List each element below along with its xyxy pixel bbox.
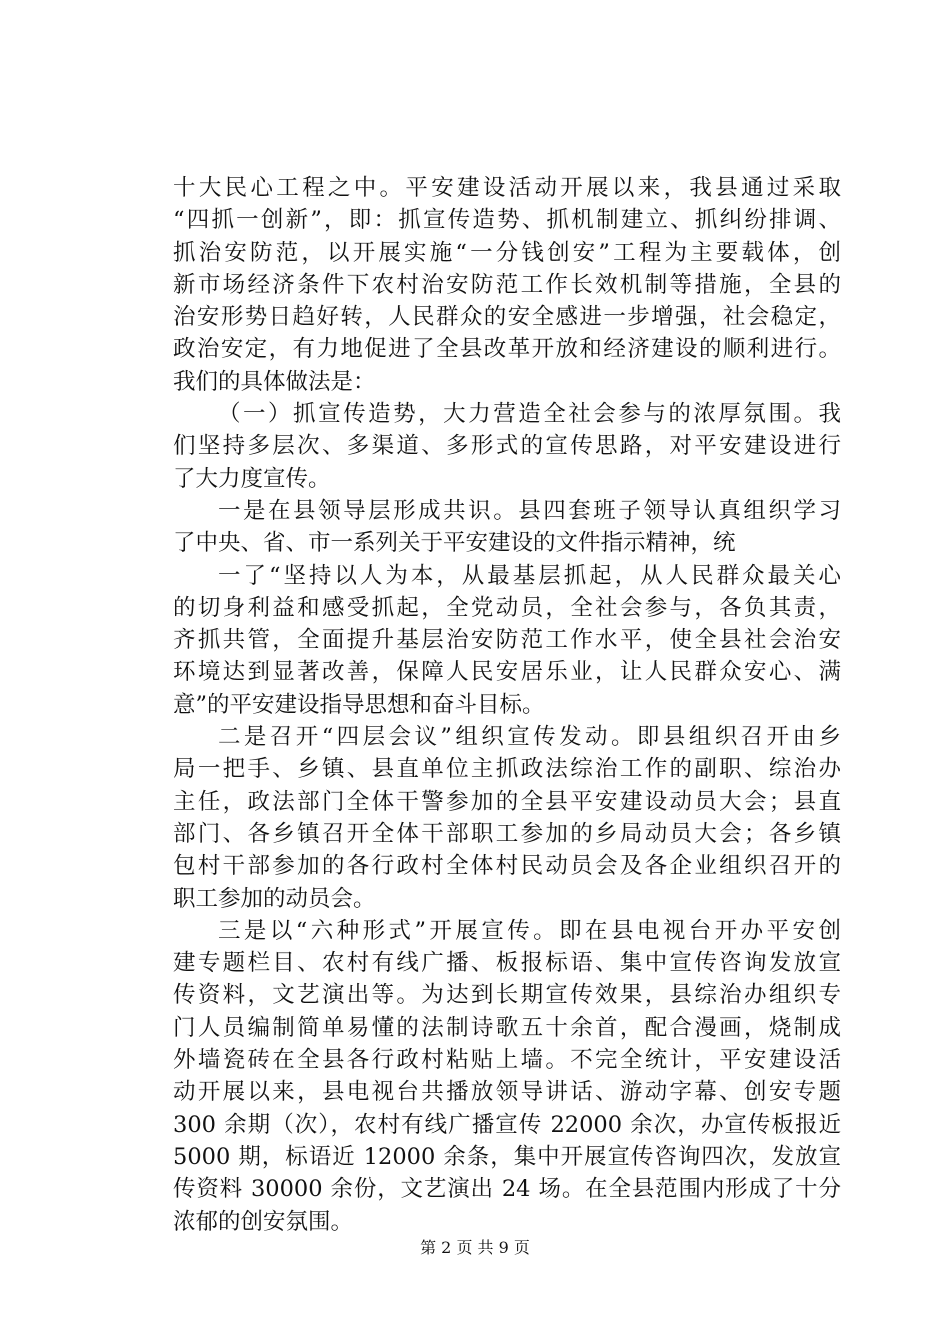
text-line: 新市场经济条件下农村治安防范工作长效机制等措施，全县的 [173, 271, 841, 298]
text-line: “四抓一创新”，即：抓宣传造势、抓机制建立、抓纠纷排调、 [173, 207, 841, 234]
text-line: 二是召开“四层会议”组织宣传发动。即县组织召开由乡 [218, 724, 841, 751]
text-line: 抓治安防范，以开展实施“一分钱创安”工程为主要载体，创 [173, 239, 841, 266]
text-line: 300 余期（次），农村有线广播宣传 22000 余次，办宣传板报近 [173, 1111, 841, 1138]
text-line: 政治安定，有力地促进了全县改革开放和经济建设的顺利进行。 [173, 336, 841, 363]
text-line: 一了“坚持以人为本，从最基层抓起，从人民群众最关心 [218, 562, 841, 589]
text-line: 们坚持多层次、多渠道、多形式的宣传思路，对平安建设进行 [173, 433, 841, 460]
text-line: 局一把手、乡镇、县直单位主抓政法综治工作的副职、综治办 [173, 756, 841, 783]
text-line: 了大力度宣传。 [173, 465, 331, 492]
text-line: 了中央、省、市一系列关于平安建设的文件指示精神，统 [173, 530, 736, 557]
text-line: 动开展以来，县电视台共播放领导讲话、游动字幕、创安专题 [173, 1079, 841, 1106]
text-line: 环境达到显著改善，保障人民安居乐业，让人民群众安心、满 [173, 659, 841, 686]
text-line: （一）抓宣传造势，大力营造全社会参与的浓厚氛围。我 [218, 401, 841, 428]
text-line: 齐抓共管，全面提升基层治安防范工作水平，使全县社会治安 [173, 627, 841, 654]
text-line: 外墙瓷砖在全县各行政村粘贴上墙。不完全统计，平安建设活 [173, 1047, 841, 1074]
page-footer: 第 2 页 共 9 页 [420, 1238, 530, 1257]
text-line: 的切身利益和感受抓起，全党动员，全社会参与，各负其责， [173, 594, 841, 621]
text-line: 治安形势日趋好转，人民群众的安全感进一步增强，社会稳定， [173, 304, 841, 331]
text-line: 5000 期，标语近 12000 余条，集中开展宣传咨询四次，发放宣 [173, 1143, 841, 1170]
text-line: 职工参加的动员会。 [173, 885, 376, 912]
text-line: 我们的具体做法是： [173, 368, 376, 395]
text-line: 建专题栏目、农村有线广播、板报标语、集中宣传咨询发放宣 [173, 950, 841, 977]
text-line: 浓郁的创安氛围。 [173, 1208, 354, 1235]
text-line: 主任，政法部门全体干警参加的全县平安建设动员大会；县直 [173, 788, 841, 815]
text-line: 意”的平安建设指导思想和奋斗目标。 [173, 691, 545, 718]
text-line: 传资料，文艺演出等。为达到长期宣传效果，县综治办组织专 [173, 982, 841, 1009]
text-line: 十大民心工程之中。平安建设活动开展以来，我县通过采取 [173, 175, 841, 201]
text-line: 部门、各乡镇召开全体干部职工参加的乡局动员大会；各乡镇 [173, 820, 841, 847]
body-text [173, 172, 841, 1238]
text-line: 包村干部参加的各行政村全体村民动员会及各企业组织召开的 [173, 853, 841, 880]
text-line: 门人员编制简单易懂的法制诗歌五十余首，配合漫画，烧制成 [173, 1014, 841, 1041]
text-line: 传资料 30000 余份，文艺演出 24 场。在全县范围内形成了十分 [173, 1176, 841, 1203]
text-line: 三是以“六种形式”开展宣传。即在县电视台开办平安创 [218, 917, 841, 944]
text-line: 一是在县领导层形成共识。县四套班子领导认真组织学习 [218, 497, 841, 524]
